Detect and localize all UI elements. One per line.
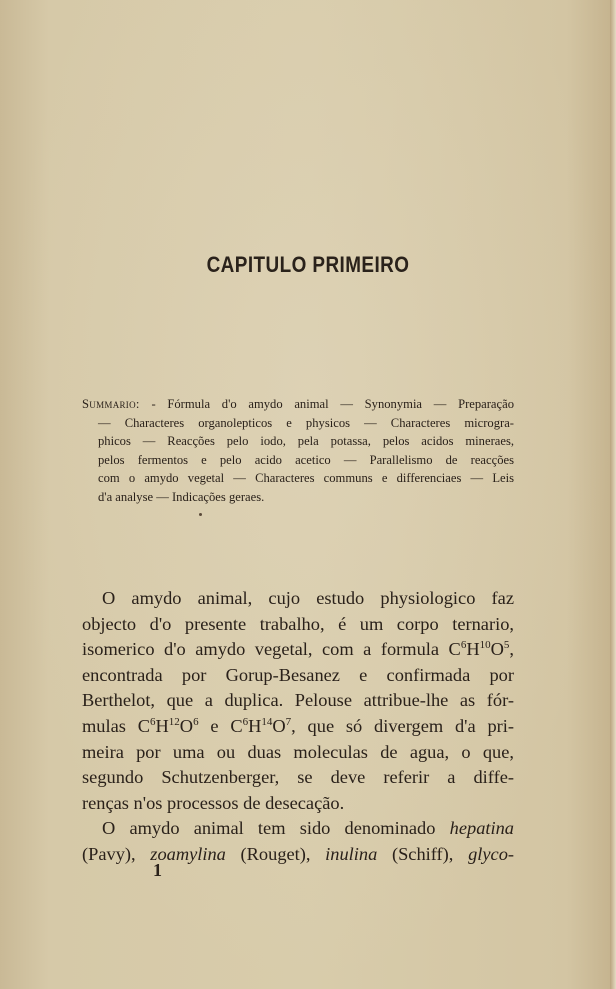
text-line: isomerico d'o amydo vegetal, com a formula $C^6H^{10}O^5$, xyxy=(82,639,514,660)
chapter-title: CAPITULO PRIMEIRO xyxy=(206,252,410,277)
text-line: mulas $C^6H^{12}O^6$ e $C^6H^{14}O^7$, que só divergem d'a pri- xyxy=(82,715,514,736)
body-text xyxy=(82,586,514,868)
ink-dot xyxy=(199,513,202,516)
text-line: renças n'os processos de desecação. xyxy=(82,792,345,813)
summary-line: d'a analyse — Indicações geraes. xyxy=(98,489,265,504)
text-line: encontrada por Gorup-Besanez e confirmada por xyxy=(82,664,514,685)
text-line: meira por uma ou duas moleculas de agua, o que, xyxy=(82,741,514,762)
summary-line: pelos fermentos e pelo acido acetico — Parallelismo de reacções xyxy=(98,452,514,467)
page-number: 1 xyxy=(153,860,162,880)
summary-line: — Characteres organolepticos e physicos — Characteres microgra- xyxy=(98,415,514,430)
text-line: Berthelot, que a duplica. Pelouse attribue-lhe as fór- xyxy=(82,690,514,711)
text-line: O amydo animal, cujo estudo physiologico faz xyxy=(102,588,514,608)
summary-line: com o amydo vegetal — Characteres communs e differenciaes — Leis xyxy=(98,471,514,485)
text-line: O amydo animal tem sido denominado hepatina xyxy=(102,818,514,839)
summary-line: phicos — Reacções pelo iodo, pela potassa, pelos acidos mineraes, xyxy=(98,434,514,448)
page-edge xyxy=(610,0,616,989)
chapter-summary xyxy=(82,395,514,506)
text-line: (Pavy), zoamylina (Rouget), inulina (Schiff), glyco- xyxy=(82,843,515,864)
text-line: segundo Schutzenberger, se deve referir a diffe- xyxy=(82,767,514,788)
summary-line xyxy=(82,395,514,414)
summary-label: Summario: xyxy=(82,397,140,411)
text-line: objecto d'o presente trabalho, é um corpo ternario, xyxy=(82,613,514,634)
summary-text: - Fórmula d'o amydo animal — Synonymia — Preparação xyxy=(151,397,514,411)
